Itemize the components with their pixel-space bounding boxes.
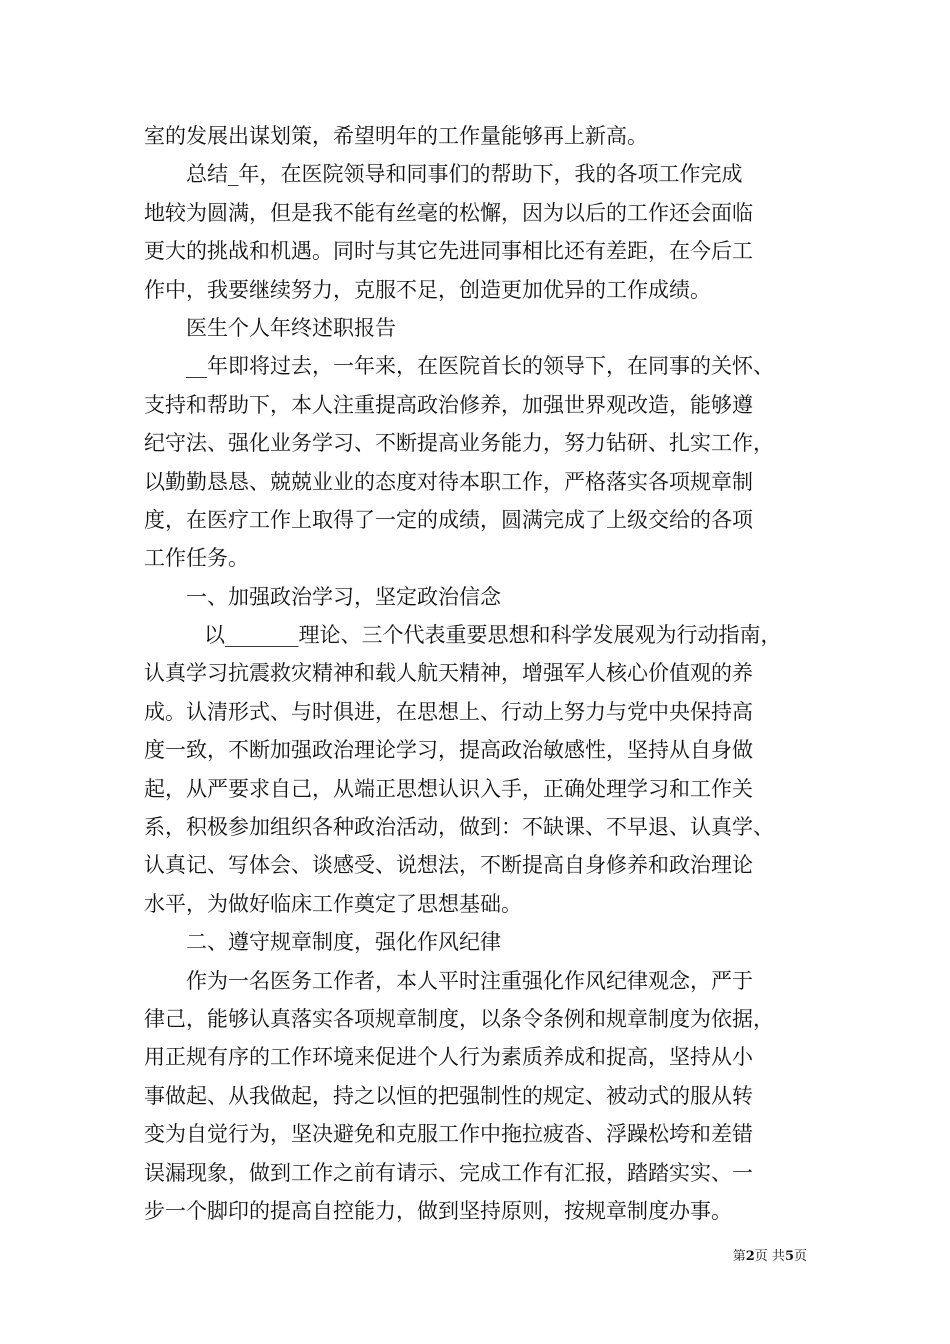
text-line: 以勤勤恳恳、兢兢业业的态度对待本职工作，严格落实各项规章制 — [144, 469, 753, 494]
text-line: 作中，我要继续努力，克服不足，创造更加优异的工作成绩。 — [144, 277, 711, 302]
text-line: 工作任务。 — [144, 546, 249, 571]
text-line: 事做起、从我做起，持之以恒的把强制性的规定、被动式的服从转 — [144, 1083, 753, 1108]
text-line: 度，在医疗工作上取得了一定的成绩，圆满完成了上级交给的各项 — [144, 507, 753, 532]
text-line: 作为一名医务工作者，本人平时注重强化作风纪律观念，严于 — [186, 968, 753, 993]
text-line: 认真学习抗震救灾精神和载人航天精神，增强军人核心价值观的养 — [144, 661, 753, 686]
page-footer — [733, 1248, 807, 1266]
text-line: __年即将过去，一年来，在医院首长的领导下，在同事的关怀、 — [186, 354, 774, 379]
document-body — [144, 117, 809, 1230]
text-line: 系，积极参加组织各种政治活动，做到：不缺课、不早退、认真学、 — [144, 815, 774, 840]
text-line: 室的发展出谋划策，希望明年的工作量能够再上新高。 — [144, 124, 648, 148]
text-line: 认真记、写体会、谈感受、说想法，不断提高自身修养和政治理论 — [144, 853, 753, 878]
text-line: 水平，为做好临床工作奠定了思想基础。 — [144, 891, 522, 916]
text-line: 以_______理论、三个代表重要思想和科学发展观为行动指南， — [204, 623, 782, 648]
total-pages-number: 5 — [784, 1249, 794, 1264]
text-line: 更大的挑战和机遇。同时与其它先进同事相比还有差距，在今后工 — [144, 239, 753, 264]
section-heading: 一、加强政治学习，坚定政治信念 — [186, 584, 501, 609]
section-title: 医生个人年终述职报告 — [186, 315, 396, 340]
section-heading: 二、遵守规章制度，强化作风纪律 — [186, 930, 501, 955]
text-line: 误漏现象，做到工作之前有请示、完成工作有汇报，踏踏实实、一 — [144, 1160, 753, 1185]
footer-prefix: 第 — [732, 1249, 746, 1264]
text-line: 地较为圆满，但是我不能有丝毫的松懈，因为以后的工作还会面临 — [144, 200, 753, 225]
text-line: 起，从严要求自己，从端正思想认识入手，正确处理学习和工作关 — [144, 776, 753, 801]
text-line: 度一致，不断加强政治理论学习，提高政治敏感性，坚持从自身做 — [144, 738, 753, 763]
text-line: 用正规有序的工作环境来促进个人行为素质养成和捉高，坚持从小 — [144, 1045, 753, 1070]
text-line: 纪守法、强化业务学习、不断提高业务能力，努力钻研、扎实工作， — [144, 431, 774, 456]
footer-suffix: 页 — [793, 1249, 807, 1264]
text-line: 步一个脚印的提高自控能力，做到坚持原则，按规章制度办事。 — [144, 1198, 732, 1223]
text-line: 支持和帮助下，本人注重提高政治修养，加强世界观改造，能够遵 — [144, 392, 753, 417]
text-line: 变为自觉行为，坚决避免和克服工作中拖拉疲沓、浮躁松垮和差错 — [144, 1122, 753, 1147]
text-line: 成。认清形式、与时俱进，在思想上、行动上努力与党中央保持高 — [144, 699, 753, 724]
text-line: 总结_年，在医院领导和同事们的帮助下，我的各项工作完成 — [186, 162, 743, 187]
current-page-number: 2 — [745, 1249, 755, 1264]
text-line: 律己，能够认真落实各项规章制度，以条令条例和规章制度为依据， — [144, 1006, 774, 1031]
footer-middle: 页 共 — [754, 1249, 785, 1264]
